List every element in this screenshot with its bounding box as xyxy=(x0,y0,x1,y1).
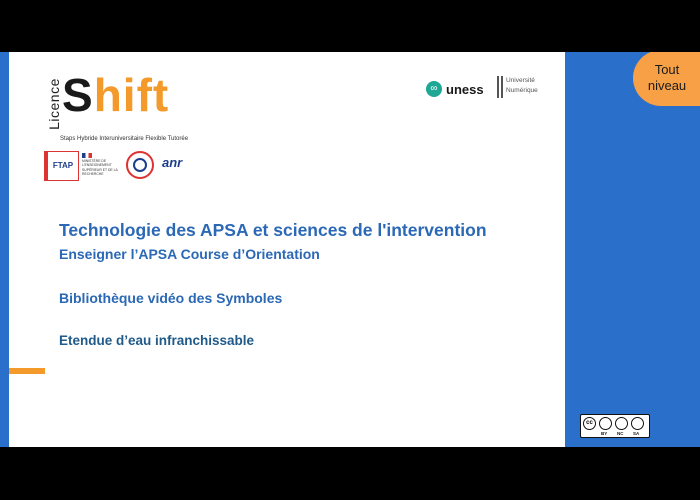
circle-partner-logo xyxy=(126,151,154,179)
ministere-logo: MINISTÈRE DE L'ENSEIGNEMENT SUPÉRIEUR ET DE LA RECHERCHE xyxy=(82,153,124,177)
sa-icon xyxy=(631,417,644,430)
level-badge-line2: niveau xyxy=(647,78,687,93)
by-icon xyxy=(599,417,612,430)
partner-logos xyxy=(44,151,214,181)
ftap-logo: FTAP xyxy=(44,151,79,181)
level-badge-line1: Tout xyxy=(654,62,680,77)
level-badge xyxy=(633,52,700,106)
france-flag-icon xyxy=(82,153,92,158)
licence-shift-logo xyxy=(42,69,207,146)
uness-icon: ∞ xyxy=(426,81,442,97)
course-subtitle: Enseigner l’APSA Course d’Orientation xyxy=(59,246,320,262)
orange-accent-line xyxy=(9,368,45,374)
logo-licence-text: Licence xyxy=(45,78,62,130)
library-heading: Bibliothèque vidéo des Symboles xyxy=(59,290,283,306)
left-accent-bar xyxy=(0,52,9,447)
anr-logo: anr xyxy=(162,155,183,170)
uness-name: uness xyxy=(446,81,484,97)
symbol-name: Etendue d’eau infranchissable xyxy=(59,333,255,348)
logo-wordmark: Shift xyxy=(62,69,170,121)
universite-numerique-logo: Université Numérique xyxy=(497,76,553,98)
logo-tagline: Staps Hybride Interuniversitaire Flexible Tutorée xyxy=(60,136,189,142)
creative-commons-badge: cc BY NC SA xyxy=(580,414,650,438)
slide xyxy=(0,52,700,447)
nc-icon xyxy=(615,417,628,430)
right-accent-panel xyxy=(565,52,700,447)
uness-logo xyxy=(426,79,484,99)
cc-icon: cc xyxy=(583,417,596,430)
un-bars-icon xyxy=(497,76,503,98)
course-title: Technologie des APSA et sciences de l'intervention xyxy=(59,220,487,240)
